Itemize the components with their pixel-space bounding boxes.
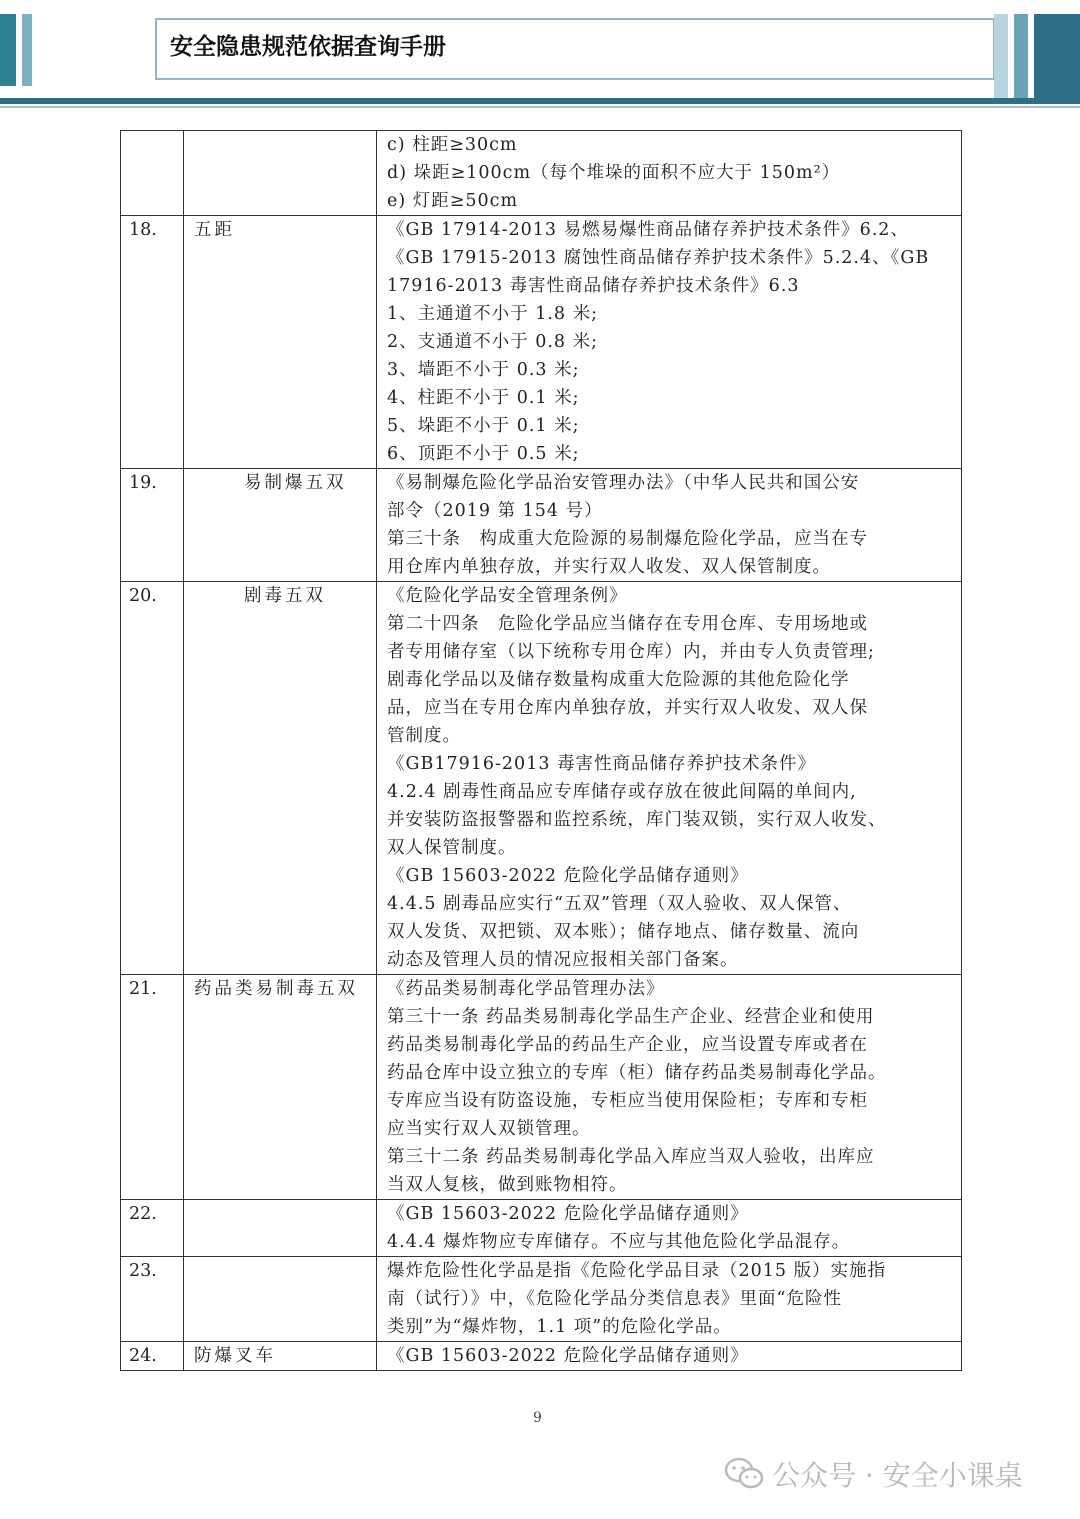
text-line: 专库应当设有防盗设施，专柜应当使用保险柜；专库和专柜: [387, 1091, 868, 1111]
text-line: 双人发货、双把锁、双本账）；储存地点、储存数量、流向: [387, 922, 860, 942]
regulation-text: [377, 1257, 962, 1342]
text-line: 《GB 17915-2013 腐蚀性商品储存养护技术条件》5.2.4、《GB: [387, 248, 930, 268]
text-line: c) 柱距≥30cm: [387, 135, 518, 155]
text-line: 4、柱距不小于 0.1 米;: [387, 388, 580, 408]
text-line: 6、顶距不小于 0.5 米;: [387, 444, 580, 464]
text-line: 4.4.4 爆炸物应专库储存。不应与其他危险化学品混存。: [387, 1232, 851, 1252]
text-line: 剧毒化学品以及储存数量构成重大危险源的其他危险化学: [387, 670, 850, 690]
text-line: 第二十四条 危险化学品应当储存在专用仓库、专用场地或: [387, 614, 868, 634]
text-line: d) 垛距≥100cm（每个堆垛的面积不应大于 150m²）: [387, 163, 841, 183]
table-row: [121, 1257, 962, 1342]
text-line: 药品类易制毒化学品的药品生产企业，应当设置专库或者在: [387, 1035, 868, 1055]
item-name: 易制爆五双: [184, 469, 377, 582]
header-decor-bar: [0, 14, 16, 86]
text-line: 5、垛距不小于 0.1 米;: [387, 416, 580, 436]
text-line: 第三十二条 药品类易制毒化学品入库应当双人验收，出库应: [387, 1147, 875, 1167]
row-number: [121, 131, 184, 216]
text-line: 17916-2013 毒害性商品储存养护技术条件》6.3: [387, 276, 800, 296]
text-line: 类别”为“爆炸物，1.1 项”的危险化学品。: [387, 1317, 732, 1337]
text-line: 3、墙距不小于 0.3 米;: [387, 360, 580, 380]
text-line: 并安装防盗报警器和监控系统，库门装双锁，实行双人收发、: [387, 810, 887, 830]
text-line: 《药品类易制毒化学品管理办法》: [387, 979, 665, 999]
item-name: 药品类易制毒五双: [184, 975, 377, 1200]
table-row: [121, 131, 962, 216]
page-title: 安全隐患规范依据查询手册: [170, 34, 446, 60]
text-line: 当双人复核，做到账物相符。: [387, 1175, 628, 1195]
text-line: 4.4.5 剧毒品应实行“五双”管理（双人验收、双人保管、: [387, 894, 852, 914]
table-row: [121, 1342, 962, 1371]
text-line: e) 灯距≥50cm: [387, 191, 519, 211]
regulation-table: [120, 130, 962, 1371]
header-decor-right: [994, 14, 1080, 104]
regulation-text: [377, 131, 962, 216]
row-number: 23.: [121, 1257, 184, 1342]
text-line: 用仓库内单独存放，并实行双人收发、双人保管制度。: [387, 557, 831, 577]
text-line: 动态及管理人员的情况应报相关部门备案。: [387, 950, 739, 970]
item-name: 防爆叉车: [184, 1342, 377, 1371]
text-line: 《GB17916-2013 毒害性商品储存养护技术条件》: [387, 754, 817, 774]
page-number: 9: [533, 1410, 542, 1426]
table-row: [121, 582, 962, 975]
table-row: [121, 469, 962, 582]
row-number: 19.: [121, 469, 184, 582]
text-line: 《GB 15603-2022 危险化学品储存通则》: [387, 1346, 749, 1366]
header-divider: [0, 106, 1080, 108]
watermark-text: 公众号 · 安全小课桌: [772, 1459, 1023, 1492]
text-line: 《易制爆危险化学品治安管理办法》（中华人民共和国公安: [387, 473, 860, 493]
text-line: 药品仓库中设立独立的专库（柜）储存药品类易制毒化学品。: [387, 1063, 887, 1083]
item-name: 五距: [184, 216, 377, 469]
text-line: 《GB 15603-2022 危险化学品储存通则》: [387, 1204, 749, 1224]
table-row: [121, 975, 962, 1200]
regulation-text: [377, 469, 962, 582]
text-line: 爆炸危险性化学品是指《危险化学品目录（2015 版）实施指: [387, 1261, 887, 1281]
regulation-text: [377, 975, 962, 1200]
text-line: 者专用储存室（以下统称专用仓库）内，并由专人负责管理;: [387, 642, 875, 662]
text-line: 双人保管制度。: [387, 838, 517, 858]
text-line: 品，应当在专用仓库内单独存放，并实行双人收发、双人保: [387, 698, 868, 718]
row-number: 24.: [121, 1342, 184, 1371]
text-line: 应当实行双人双锁管理。: [387, 1119, 591, 1139]
row-number: 20.: [121, 582, 184, 975]
text-line: 第三十条 构成重大危险源的易制爆危险化学品，应当在专: [387, 529, 868, 549]
text-line: 4.2.4 剧毒性商品应专库储存或存放在彼此间隔的单间内,: [387, 782, 857, 802]
item-name: [184, 131, 377, 216]
text-line: 南（试行）》中，《危险化学品分类信息表》里面“危险性: [387, 1289, 842, 1309]
header-divider: [0, 98, 1080, 104]
item-name: [184, 1257, 377, 1342]
table-row: [121, 216, 962, 469]
text-line: 《GB 15603-2022 危险化学品储存通则》: [387, 866, 749, 886]
wechat-icon: [724, 1457, 764, 1491]
text-line: 《GB 17914-2013 易燃易爆性商品储存养护技术条件》6.2、: [387, 220, 909, 240]
text-line: 部令（2019 第 154 号）: [387, 501, 603, 521]
text-line: 管制度。: [387, 726, 461, 746]
regulation-text: [377, 1342, 962, 1371]
text-line: 《危险化学品安全管理条例》: [387, 586, 628, 606]
row-number: 21.: [121, 975, 184, 1200]
row-number: 18.: [121, 216, 184, 469]
regulation-text: [377, 216, 962, 469]
text-line: 2、支通道不小于 0.8 米;: [387, 332, 598, 352]
watermark: [724, 1454, 1023, 1494]
text-line: 1、主通道不小于 1.8 米;: [387, 304, 598, 324]
table-row: [121, 1200, 962, 1257]
regulation-text: [377, 1200, 962, 1257]
item-name: 剧毒五双: [184, 582, 377, 975]
header-decor-bar: [22, 14, 32, 86]
row-number: 22.: [121, 1200, 184, 1257]
item-name: [184, 1200, 377, 1257]
regulation-text: [377, 582, 962, 975]
text-line: 第三十一条 药品类易制毒化学品生产企业、经营企业和使用: [387, 1007, 875, 1027]
